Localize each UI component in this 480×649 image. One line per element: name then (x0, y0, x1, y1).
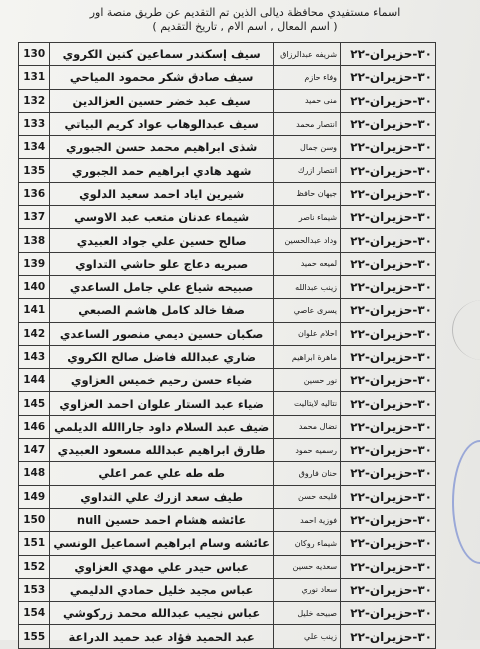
row-number-cell: 131 (19, 66, 50, 89)
table-body (19, 43, 436, 649)
table-row (19, 89, 436, 112)
date-cell: ٣٠-حزيران-٢٢ (341, 415, 436, 438)
date-cell: ٣٠-حزيران-٢٢ (341, 136, 436, 159)
table-row (19, 578, 436, 601)
date-cell: ٣٠-حزيران-٢٢ (341, 66, 436, 89)
table-row (19, 299, 436, 322)
row-number-cell: 152 (19, 555, 50, 578)
row-number-cell: 146 (19, 415, 50, 438)
row-number-cell: 132 (19, 89, 50, 112)
mother-name-cell: صبيحه خليل (273, 602, 340, 625)
row-number-cell: 139 (19, 252, 50, 275)
beneficiary-name-cell: ضيف عبد السلام داود جاراالله الديلمي (50, 415, 274, 438)
date-cell: ٣٠-حزيران-٢٢ (341, 485, 436, 508)
row-number-cell: 142 (19, 322, 50, 345)
beneficiary-name-cell: طارق ابراهيم عبدالله مسعود العبيدي (50, 439, 274, 462)
date-cell: ٣٠-حزيران-٢٢ (341, 345, 436, 368)
beneficiary-name-cell: عائشه وسام ابراهيم اسماعيل الونسي (50, 532, 274, 555)
beneficiary-name-cell: طه طه علي عمر اعلي (50, 462, 274, 485)
mother-name-cell: يسرى عاصي (273, 299, 340, 322)
beneficiary-name-cell: صبيحه شياع علي جامل الساعدي (50, 275, 274, 298)
beneficiary-name-cell: صالح حسين علي جواد العبيدي (50, 229, 274, 252)
row-number-cell: 153 (19, 578, 50, 601)
table-row (19, 43, 436, 66)
date-cell: ٣٠-حزيران-٢٢ (341, 439, 436, 462)
beneficiary-name-cell: صفا خالد كامل هاشم الصبعي (50, 299, 274, 322)
mother-name-cell: حنان فاروق (273, 462, 340, 485)
header-title: اسماء مستفيدي محافظة ديالى الذين تم التقديم عن طريق منصة اور (89, 6, 401, 19)
beneficiary-name-cell: شيماء عدنان متعب عبد الاوسي (50, 206, 274, 229)
row-number-cell: 145 (19, 392, 50, 415)
mother-name-cell: احلام علوان (273, 322, 340, 345)
row-number-cell: 133 (19, 112, 50, 135)
mother-name-cell: سعاد نوري (273, 578, 340, 601)
mother-name-cell: شيماء ناصر (273, 206, 340, 229)
date-cell: ٣٠-حزيران-٢٢ (341, 555, 436, 578)
date-cell: ٣٠-حزيران-٢٢ (341, 602, 436, 625)
mother-name-cell: وداد عبدالحسين (273, 229, 340, 252)
beneficiary-name-cell: صبريه دعاج علو حاشي التداوي (50, 252, 274, 275)
date-cell: ٣٠-حزيران-٢٢ (341, 322, 436, 345)
date-cell: ٣٠-حزيران-٢٢ (341, 112, 436, 135)
mother-name-cell: فليحه حسن (273, 485, 340, 508)
date-cell: ٣٠-حزيران-٢٢ (341, 299, 436, 322)
mother-name-cell: شريفه عبدالرزاق (273, 43, 340, 66)
mother-name-cell: زينب علي (273, 625, 340, 648)
beneficiary-name-cell: عباس نجيب عبدالله محمد زركوشي (50, 602, 274, 625)
beneficiary-name-cell: ضاري عبدالله فاضل صالح الكروي (50, 345, 274, 368)
beneficiary-name-cell: عباس مجيد خليل حمادي الدليمي (50, 578, 274, 601)
table-row (19, 112, 436, 135)
row-number-cell: 154 (19, 602, 50, 625)
mother-name-cell: انتصار محمد (273, 112, 340, 135)
beneficiary-name-cell: عباس حيدر علي مهدي العزاوي (50, 555, 274, 578)
date-cell: ٣٠-حزيران-٢٢ (341, 159, 436, 182)
beneficiary-name-cell: عائشه هشام احمد حسين null (50, 508, 274, 531)
table-row (19, 508, 436, 531)
table-row (19, 252, 436, 275)
row-number-cell: 141 (19, 299, 50, 322)
mother-name-cell: نور حسين (273, 369, 340, 392)
table-row (19, 625, 436, 648)
mother-name-cell: لميعه حميد (273, 252, 340, 275)
table-row (19, 415, 436, 438)
date-cell: ٣٠-حزيران-٢٢ (341, 252, 436, 275)
beneficiary-name-cell: سيف صادق شكر محمود المياحي (50, 66, 274, 89)
row-number-cell: 150 (19, 508, 50, 531)
mother-name-cell: زينب عبدالله (273, 275, 340, 298)
mother-name-cell: منى حميد (273, 89, 340, 112)
mother-name-cell: سعديه حسين (273, 555, 340, 578)
row-number-cell: 147 (19, 439, 50, 462)
date-cell: ٣٠-حزيران-٢٢ (341, 462, 436, 485)
beneficiary-name-cell: صكبان حسين ديمي منصور الساعدي (50, 322, 274, 345)
row-number-cell: 148 (19, 462, 50, 485)
table-row (19, 229, 436, 252)
row-number-cell: 137 (19, 206, 50, 229)
table-row (19, 136, 436, 159)
row-number-cell: 134 (19, 136, 50, 159)
row-number-cell: 140 (19, 275, 50, 298)
table-row (19, 439, 436, 462)
mother-name-cell: نتاليه لايتاليت (273, 392, 340, 415)
table-row (19, 275, 436, 298)
beneficiary-name-cell: شذى ابراهيم محمد حسن الجبوري (50, 136, 274, 159)
header-columns-note: ( اسم المعال , اسم الام , تاريخ التقديم ) (152, 20, 338, 33)
document-header (20, 6, 470, 34)
official-stamp (452, 440, 480, 564)
table-row (19, 462, 436, 485)
page-edge-mark (452, 300, 480, 360)
date-cell: ٣٠-حزيران-٢٢ (341, 43, 436, 66)
beneficiary-name-cell: سيف إسكندر سماعين كنين الكروي (50, 43, 274, 66)
row-number-cell: 138 (19, 229, 50, 252)
row-number-cell: 135 (19, 159, 50, 182)
beneficiary-name-cell: سيف عبد خضر حسين العزالدين (50, 89, 274, 112)
beneficiaries-table (18, 42, 436, 649)
date-cell: ٣٠-حزيران-٢٢ (341, 532, 436, 555)
row-number-cell: 143 (19, 345, 50, 368)
table-row (19, 206, 436, 229)
beneficiary-name-cell: شيرين اياد احمد سعيد الدلوي (50, 182, 274, 205)
beneficiary-name-cell: عبد الحميد فؤاد عبد حميد الدراعة (50, 625, 274, 648)
beneficiary-name-cell: ضياء حسن رحيم خميس العزاوي (50, 369, 274, 392)
row-number-cell: 144 (19, 369, 50, 392)
date-cell: ٣٠-حزيران-٢٢ (341, 89, 436, 112)
mother-name-cell: وسن جمال (273, 136, 340, 159)
row-number-cell: 149 (19, 485, 50, 508)
mother-name-cell: رسميه حمود (273, 439, 340, 462)
date-cell: ٣٠-حزيران-٢٢ (341, 578, 436, 601)
date-cell: ٣٠-حزيران-٢٢ (341, 182, 436, 205)
date-cell: ٣٠-حزيران-٢٢ (341, 275, 436, 298)
date-cell: ٣٠-حزيران-٢٢ (341, 206, 436, 229)
mother-name-cell: ماهرة ابراهيم (273, 345, 340, 368)
date-cell: ٣٠-حزيران-٢٢ (341, 508, 436, 531)
mother-name-cell: انتصار ازرك (273, 159, 340, 182)
mother-name-cell: فوزية احمد (273, 508, 340, 531)
mother-name-cell: شيماء روكان (273, 532, 340, 555)
date-cell: ٣٠-حزيران-٢٢ (341, 229, 436, 252)
table-row (19, 602, 436, 625)
date-cell: ٣٠-حزيران-٢٢ (341, 392, 436, 415)
table-row (19, 392, 436, 415)
table-row (19, 322, 436, 345)
beneficiary-name-cell: شهد هادي ابراهيم حمد الجبوري (50, 159, 274, 182)
table-row (19, 532, 436, 555)
row-number-cell: 151 (19, 532, 50, 555)
table-row (19, 345, 436, 368)
table-row (19, 159, 436, 182)
beneficiary-name-cell: طيف سعد ازرك علي التداوي (50, 485, 274, 508)
mother-name-cell: جيهان حافظ (273, 182, 340, 205)
mother-name-cell: وفاء حازم (273, 66, 340, 89)
row-number-cell: 136 (19, 182, 50, 205)
date-cell: ٣٠-حزيران-٢٢ (341, 369, 436, 392)
row-number-cell: 130 (19, 43, 50, 66)
table-row (19, 369, 436, 392)
beneficiary-name-cell: ضياء عبد الستار علوان احمد العزاوي (50, 392, 274, 415)
table-row (19, 555, 436, 578)
table-row (19, 66, 436, 89)
row-number-cell: 155 (19, 625, 50, 648)
date-cell: ٣٠-حزيران-٢٢ (341, 625, 436, 648)
beneficiary-name-cell: سيف عبدالوهاب عواد كريم البياتي (50, 112, 274, 135)
table-row (19, 485, 436, 508)
mother-name-cell: نضال محمد (273, 415, 340, 438)
table-row (19, 182, 436, 205)
